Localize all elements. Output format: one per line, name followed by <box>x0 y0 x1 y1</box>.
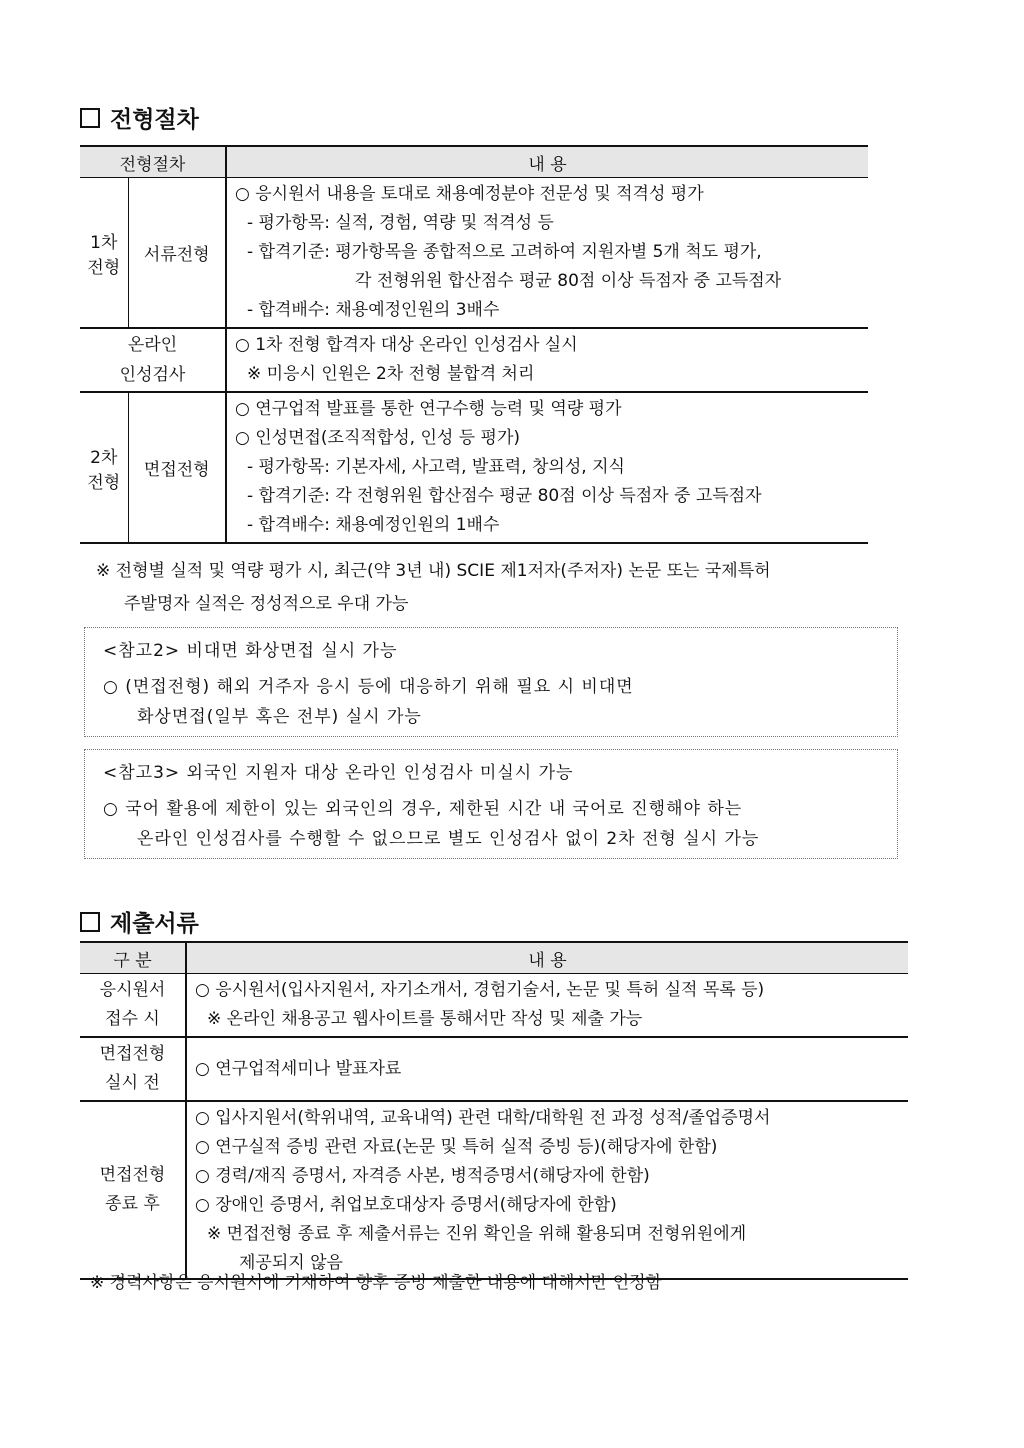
content-line: ○ 장애인 증명서, 취업보호대상자 증명서(해당자에 한함) <box>195 1195 617 1215</box>
content-line: ※ 미응시 인원은 2차 전형 불합격 처리 <box>247 364 535 384</box>
section-title-documents <box>80 905 199 938</box>
reference2-line: ○ (면접전형) 해외 거주자 응시 등에 대응하기 위해 필요 시 비대면 <box>103 677 634 697</box>
procedure-table <box>80 145 868 544</box>
documents-table <box>80 941 908 1280</box>
documents-note: ※ 경력사항은 응시원서에 기재하여 향후 증빙 제출한 내용에 대해서만 인정함 <box>90 1273 662 1293</box>
content-line: 각 전형위원 합산점수 평균 80점 이상 득점자 중 고득점자 <box>355 271 782 291</box>
doc-row-label: 면접전형 실시 전 <box>80 1037 186 1101</box>
reference2-line: 화상면접(일부 혹은 전부) 실시 가능 <box>137 707 422 727</box>
header-category: 구 분 <box>80 942 186 974</box>
reference3-line: 온라인 인성검사를 수행할 수 없으므로 별도 인성검사 없이 2차 전형 실시 가능 <box>137 829 760 849</box>
content-line: ○ 1차 전형 합격자 대상 온라인 인성검사 실시 <box>235 335 578 355</box>
content-line: - 평가항목: 실적, 경험, 역량 및 적격성 등 <box>247 213 554 233</box>
online-label: 온라인 인성검사 <box>80 328 226 392</box>
content-line: - 합격기준: 각 전형위원 합산점수 평균 80점 이상 득점자 중 고득점자 <box>247 486 762 506</box>
doc-row-content <box>186 974 908 1038</box>
reference3-line: ○ 국어 활용에 제한이 있는 외국인의 경우, 제한된 시간 내 국어로 진행해야 하는 <box>103 799 743 819</box>
content-line: ○ 응시원서(입사지원서, 자기소개서, 경험기술서, 논문 및 특허 실적 목록 등) <box>195 980 765 1000</box>
checkbox-square-icon <box>80 912 100 932</box>
content-line: ※ 온라인 채용공고 웹사이트를 통해서만 작성 및 제출 가능 <box>207 1009 643 1029</box>
content-line: - 합격배수: 채용예정인원의 3배수 <box>247 300 500 320</box>
content-line: ○ 입사지원서(학위내역, 교육내역) 관련 대학/대학원 전 과정 성적/졸업증명서 <box>195 1108 771 1128</box>
doc-row-content <box>186 1101 908 1279</box>
reference2-box <box>84 627 898 737</box>
doc-row-label: 면접전형 종료 후 <box>80 1101 186 1279</box>
procedure-note-line2: 주발명자 실적은 정성적으로 우대 가능 <box>124 594 409 614</box>
stage2-content <box>226 392 868 543</box>
stage2-type: 면접전형 <box>128 392 226 543</box>
header-procedure: 전형절차 <box>80 146 226 178</box>
stage1-content <box>226 178 868 329</box>
content-line: ○ 연구업적세미나 발표자료 <box>195 1058 402 1079</box>
reference2-title: <참고2> 비대면 화상면접 실시 가능 <box>103 641 398 661</box>
content-line: - 합격배수: 채용예정인원의 1배수 <box>247 515 500 535</box>
content-line: 제공되지 않음 <box>239 1253 343 1273</box>
stage1-type: 서류전형 <box>128 178 226 329</box>
online-content <box>226 328 868 392</box>
stage1-label: 1차 전형 <box>80 178 128 329</box>
section-title-text: 제출서류 <box>110 911 199 937</box>
content-line: - 합격기준: 평가항목을 종합적으로 고려하여 지원자별 5개 척도 평가, <box>247 242 762 262</box>
section-title-text: 전형절차 <box>110 107 199 133</box>
reference3-title: <참고3> 외국인 지원자 대상 온라인 인성검사 미실시 가능 <box>103 763 574 783</box>
content-line: ○ 인성면접(조직적합성, 인성 등 평가) <box>235 428 521 448</box>
doc-row-label: 응시원서 접수 시 <box>80 974 186 1038</box>
checkbox-square-icon <box>80 108 100 128</box>
content-line: ○ 경력/재직 증명서, 자격증 사본, 병적증명서(해당자에 한함) <box>195 1166 650 1186</box>
doc-row-content <box>186 1037 908 1101</box>
content-line: ○ 연구업적 발표를 통한 연구수행 능력 및 역량 평가 <box>235 399 622 419</box>
header-content: 내 용 <box>186 942 908 974</box>
content-line: - 평가항목: 기본자세, 사고력, 발표력, 창의성, 지식 <box>247 457 625 477</box>
content-line: ○ 응시원서 내용을 토대로 채용예정분야 전문성 및 적격성 평가 <box>235 184 704 204</box>
content-line: ○ 연구실적 증빙 관련 자료(논문 및 특허 실적 증빙 등)(해당자에 한함) <box>195 1137 718 1157</box>
procedure-note-line1: ※ 전형별 실적 및 역량 평가 시, 최근(약 3년 내) SCIE 제1저자(주저자) 논문 또는 국제특허 <box>96 561 771 581</box>
reference3-box <box>84 749 898 859</box>
header-content: 내 용 <box>226 146 868 178</box>
stage2-label: 2차 전형 <box>80 392 128 543</box>
content-line: ※ 면접전형 종료 후 제출서류는 진위 확인을 위해 활용되며 전형위원에게 <box>207 1224 747 1244</box>
section-title-procedure <box>80 101 199 134</box>
